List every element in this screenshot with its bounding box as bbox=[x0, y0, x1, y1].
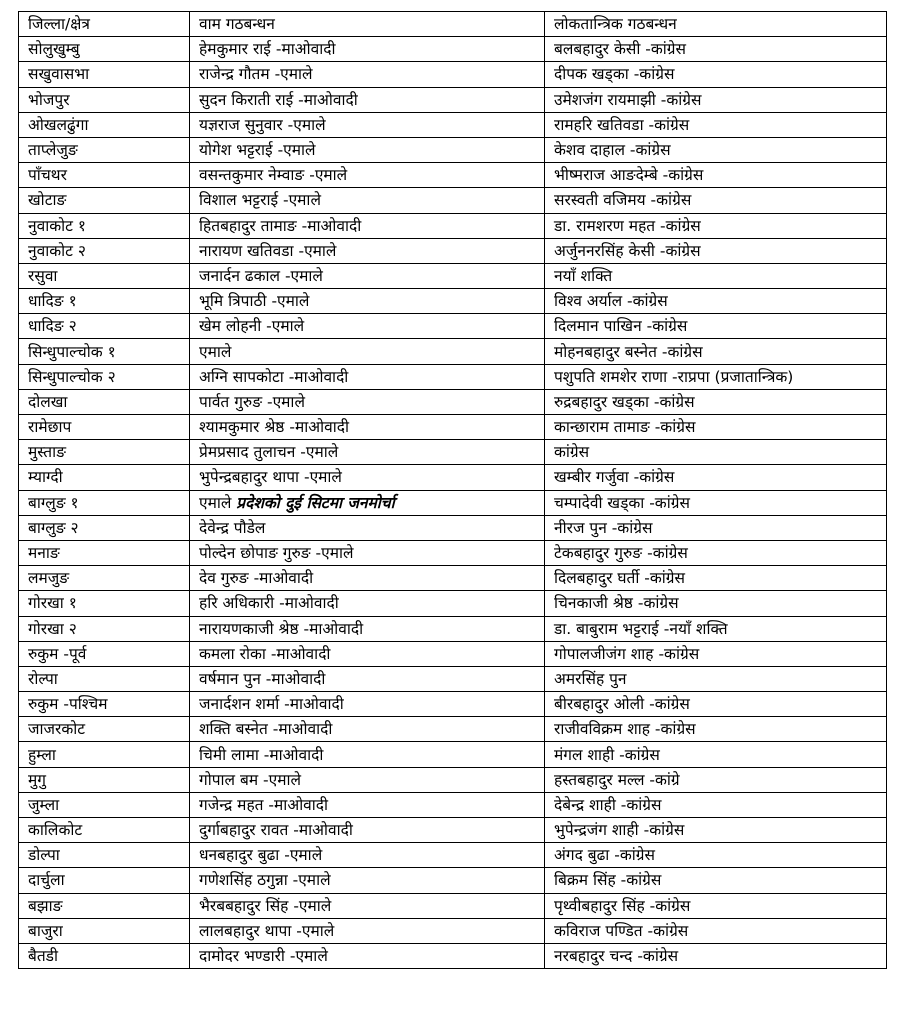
district-cell: नुवाकोट १ bbox=[19, 213, 190, 238]
democratic-alliance-cell: बिक्रम सिंह -कांग्रेस bbox=[545, 868, 887, 893]
democratic-alliance-cell: कांग्रेस bbox=[545, 440, 887, 465]
table-row bbox=[19, 289, 887, 314]
left-alliance-cell bbox=[190, 943, 545, 968]
left-alliance-cell bbox=[190, 62, 545, 87]
left-alliance-candidate: पोल्देन छोपाङ गुरुङ -एमाले bbox=[199, 544, 354, 563]
democratic-alliance-cell: राजीवविक्रम शाह -कांग्रेस bbox=[545, 717, 887, 742]
left-alliance-candidate: भूमि त्रिपाठी -एमाले bbox=[199, 292, 310, 311]
democratic-alliance-cell: रुद्रबहादुर खड्का -कांग्रेस bbox=[545, 389, 887, 414]
table-row bbox=[19, 62, 887, 87]
header-row bbox=[19, 12, 887, 37]
democratic-alliance-cell: चिनकाजी श्रेष्ठ -कांग्रेस bbox=[545, 591, 887, 616]
table-row bbox=[19, 692, 887, 717]
democratic-alliance-cell: बीरबहादुर ओली -कांग्रेस bbox=[545, 692, 887, 717]
left-alliance-cell bbox=[190, 515, 545, 540]
table-body bbox=[19, 37, 887, 969]
democratic-alliance-cell: बलबहादुर केसी -कांग्रेस bbox=[545, 37, 887, 62]
district-cell: धादिङ २ bbox=[19, 314, 190, 339]
left-alliance-cell bbox=[190, 641, 545, 666]
democratic-alliance-cell: मोहनबहादुर बस्नेत -कांग्रेस bbox=[545, 339, 887, 364]
democratic-alliance-cell: मंगल शाही -कांग्रेस bbox=[545, 742, 887, 767]
left-alliance-cell bbox=[190, 792, 545, 817]
left-alliance-candidate: कमला रोका -माओवादी bbox=[199, 644, 331, 663]
table-row bbox=[19, 188, 887, 213]
left-alliance-cell bbox=[190, 213, 545, 238]
district-cell: रामेछाप bbox=[19, 415, 190, 440]
table-row bbox=[19, 37, 887, 62]
democratic-alliance-cell: डा. बाबुराम भट्टराई -नयाँ शक्ति bbox=[545, 616, 887, 641]
left-alliance-cell bbox=[190, 415, 545, 440]
democratic-alliance-cell: खम्बीर गर्जुवा -कांग्रेस bbox=[545, 465, 887, 490]
left-alliance-candidate: नारायण खतिवडा -एमाले bbox=[199, 241, 337, 260]
left-alliance-cell bbox=[190, 238, 545, 263]
democratic-alliance-cell: विश्व अर्याल -कांग्रेस bbox=[545, 289, 887, 314]
left-alliance-cell bbox=[190, 163, 545, 188]
democratic-alliance-cell: कान्छाराम तामाङ -कांग्रेस bbox=[545, 415, 887, 440]
democratic-alliance-cell: सरस्वती वजिमय -कांग्रेस bbox=[545, 188, 887, 213]
district-cell: रुकुम -पश्चिम bbox=[19, 692, 190, 717]
democratic-alliance-cell: अंगद बुढा -कांग्रेस bbox=[545, 843, 887, 868]
left-alliance-cell bbox=[190, 540, 545, 565]
district-cell: डोल्पा bbox=[19, 843, 190, 868]
left-alliance-cell bbox=[190, 893, 545, 918]
left-alliance-candidate: यज्ञराज सुनुवार -एमाले bbox=[199, 115, 326, 134]
left-alliance-cell bbox=[190, 440, 545, 465]
left-alliance-cell bbox=[190, 692, 545, 717]
district-cell: हुम्ला bbox=[19, 742, 190, 767]
district-cell: लमजुङ bbox=[19, 566, 190, 591]
left-alliance-candidate: हरि अधिकारी -माओवादी bbox=[199, 594, 339, 613]
left-alliance-cell bbox=[190, 37, 545, 62]
district-cell: सोलुखुम्बु bbox=[19, 37, 190, 62]
table-row bbox=[19, 263, 887, 288]
table-row bbox=[19, 213, 887, 238]
left-alliance-cell bbox=[190, 742, 545, 767]
left-alliance-candidate: राजेन्द्र गौतम -एमाले bbox=[199, 65, 313, 84]
table-row bbox=[19, 666, 887, 691]
left-alliance-candidate: गजेन्द्र महत -माओवादी bbox=[199, 795, 329, 814]
democratic-alliance-cell: चम्पादेवी खड्का -कांग्रेस bbox=[545, 490, 887, 515]
table-row bbox=[19, 490, 887, 515]
left-alliance-candidate: भुपेन्द्रबहादुर थापा -एमाले bbox=[199, 468, 342, 487]
democratic-alliance-cell: दिलबहादुर घर्ती -कांग्रेस bbox=[545, 566, 887, 591]
district-cell: सिन्धुपाल्चोक १ bbox=[19, 339, 190, 364]
district-cell: मुस्ताङ bbox=[19, 440, 190, 465]
table-row bbox=[19, 893, 887, 918]
left-alliance-note: प्रदेशको दुई सिटमा जनमोर्चा bbox=[236, 493, 395, 512]
democratic-alliance-cell: उमेशजंग रायमाझी -कांग्रेस bbox=[545, 87, 887, 112]
left-alliance-cell bbox=[190, 717, 545, 742]
district-cell: गोरखा १ bbox=[19, 591, 190, 616]
left-alliance-candidate: गोपाल बम -एमाले bbox=[199, 770, 301, 789]
district-cell: बाग्लुङ १ bbox=[19, 490, 190, 515]
left-alliance-cell bbox=[190, 918, 545, 943]
district-cell: खोटाङ bbox=[19, 188, 190, 213]
left-alliance-candidate: लालबहादुर थापा -एमाले bbox=[199, 921, 335, 940]
democratic-alliance-cell: हस्तबहादुर मल्ल -कांग्रे bbox=[545, 767, 887, 792]
table-row bbox=[19, 389, 887, 414]
table-row bbox=[19, 767, 887, 792]
table-row bbox=[19, 591, 887, 616]
table-row bbox=[19, 616, 887, 641]
table-row bbox=[19, 792, 887, 817]
district-cell: बाग्लुङ २ bbox=[19, 515, 190, 540]
left-alliance-candidate: प्रेमप्रसाद तुलाचन -एमाले bbox=[199, 443, 339, 462]
left-alliance-candidate: विशाल भट्टराई -एमाले bbox=[199, 191, 321, 210]
district-cell: बाजुरा bbox=[19, 918, 190, 943]
left-alliance-candidate: पार्वत गुरुङ -एमाले bbox=[199, 392, 305, 411]
table-row bbox=[19, 440, 887, 465]
district-cell: ओखलढुंगा bbox=[19, 112, 190, 137]
left-alliance-cell bbox=[190, 87, 545, 112]
table-row bbox=[19, 717, 887, 742]
left-alliance-cell bbox=[190, 818, 545, 843]
district-cell: धादिङ १ bbox=[19, 289, 190, 314]
democratic-alliance-cell: नीरज पुन -कांग्रेस bbox=[545, 515, 887, 540]
header-democratic-alliance: लोकतान्त्रिक गठबन्धन bbox=[545, 12, 887, 37]
democratic-alliance-cell: अर्जुननरसिंह केसी -कांग्रेस bbox=[545, 238, 887, 263]
district-cell: सिन्धुपाल्चोक २ bbox=[19, 364, 190, 389]
table-row bbox=[19, 515, 887, 540]
democratic-alliance-cell: नयाँ शक्ति bbox=[545, 263, 887, 288]
democratic-alliance-cell: भुपेन्द्रजंग शाही -कांग्रेस bbox=[545, 818, 887, 843]
democratic-alliance-cell: पशुपति शमशेर राणा -राप्रपा (प्रजातान्त्रिक) bbox=[545, 364, 887, 389]
table-row bbox=[19, 112, 887, 137]
left-alliance-cell bbox=[190, 843, 545, 868]
democratic-alliance-cell: अमरसिंह पुन bbox=[545, 666, 887, 691]
left-alliance-candidate: भैरबबहादुर सिंह -एमाले bbox=[199, 896, 332, 915]
left-alliance-candidate: नारायणकाजी श्रेष्ठ -माओवादी bbox=[199, 619, 364, 638]
democratic-alliance-cell: नरबहादुर चन्द -कांग्रेस bbox=[545, 943, 887, 968]
table-row bbox=[19, 818, 887, 843]
democratic-alliance-cell: कविराज पण्डित -कांग्रेस bbox=[545, 918, 887, 943]
left-alliance-candidate: जनार्दशन शर्मा -माओवादी bbox=[199, 695, 344, 714]
left-alliance-candidate: दामोदर भण्डारी -एमाले bbox=[199, 947, 328, 966]
table-row bbox=[19, 843, 887, 868]
democratic-alliance-cell: केशव दाहाल -कांग्रेस bbox=[545, 137, 887, 162]
table-row bbox=[19, 415, 887, 440]
left-alliance-cell bbox=[190, 566, 545, 591]
left-alliance-candidate: श्यामकुमार श्रेष्ठ -माओवादी bbox=[199, 418, 349, 437]
district-cell: गोरखा २ bbox=[19, 616, 190, 641]
district-cell: रोल्पा bbox=[19, 666, 190, 691]
left-alliance-cell bbox=[190, 591, 545, 616]
left-alliance-cell bbox=[190, 389, 545, 414]
table-row bbox=[19, 465, 887, 490]
democratic-alliance-cell: गोपालजीजंग शाह -कांग्रेस bbox=[545, 641, 887, 666]
district-cell: नुवाकोट २ bbox=[19, 238, 190, 263]
left-alliance-candidate: चिमी लामा -माओवादी bbox=[199, 745, 324, 764]
left-alliance-candidate: वर्षमान पुन -माओवादी bbox=[199, 669, 326, 688]
democratic-alliance-cell: रामहरि खतिवडा -कांग्रेस bbox=[545, 112, 887, 137]
table-row bbox=[19, 943, 887, 968]
democratic-alliance-cell: भीष्मराज आङदेम्बे -कांग्रेस bbox=[545, 163, 887, 188]
table-row bbox=[19, 918, 887, 943]
left-alliance-cell bbox=[190, 289, 545, 314]
left-alliance-cell bbox=[190, 339, 545, 364]
district-cell: दोलखा bbox=[19, 389, 190, 414]
table-row bbox=[19, 641, 887, 666]
district-cell: सखुवासभा bbox=[19, 62, 190, 87]
table-row bbox=[19, 87, 887, 112]
left-alliance-cell bbox=[190, 767, 545, 792]
left-alliance-candidate: हेमकुमार राई -माओवादी bbox=[199, 40, 336, 59]
left-alliance-candidate: खेम लोहनी -एमाले bbox=[199, 317, 305, 336]
left-alliance-candidate: सुदन किराती राई -माओवादी bbox=[199, 90, 358, 109]
left-alliance-candidate: देवेन्द्र पौडेल bbox=[199, 518, 266, 537]
left-alliance-cell bbox=[190, 112, 545, 137]
democratic-alliance-cell: टेकबहादुर गुरुङ -कांग्रेस bbox=[545, 540, 887, 565]
left-alliance-candidate: वसन्तकुमार नेम्वाङ -एमाले bbox=[199, 166, 348, 185]
table-row bbox=[19, 314, 887, 339]
district-cell: भोजपुर bbox=[19, 87, 190, 112]
left-alliance-cell bbox=[190, 364, 545, 389]
left-alliance-candidate: एमाले bbox=[199, 342, 232, 361]
district-cell: बैतडी bbox=[19, 943, 190, 968]
district-cell: बझाङ bbox=[19, 893, 190, 918]
democratic-alliance-cell: पृथ्वीबहादुर सिंह -कांग्रेस bbox=[545, 893, 887, 918]
left-alliance-cell bbox=[190, 616, 545, 641]
district-cell: मुगु bbox=[19, 767, 190, 792]
table-row bbox=[19, 742, 887, 767]
table-row bbox=[19, 137, 887, 162]
district-cell: दार्चुला bbox=[19, 868, 190, 893]
candidate-table bbox=[18, 11, 887, 969]
district-cell: रसुवा bbox=[19, 263, 190, 288]
district-cell: जुम्ला bbox=[19, 792, 190, 817]
left-alliance-candidate: देव गुरुङ -माओवादी bbox=[199, 569, 314, 588]
democratic-alliance-cell: देबेन्द्र शाही -कांग्रेस bbox=[545, 792, 887, 817]
district-cell: जाजरकोट bbox=[19, 717, 190, 742]
left-alliance-candidate: एमाले bbox=[199, 493, 237, 512]
left-alliance-cell bbox=[190, 465, 545, 490]
left-alliance-candidate: दुर्गाबहादुर रावत -माओवादी bbox=[199, 821, 353, 840]
district-cell: म्याग्दी bbox=[19, 465, 190, 490]
district-cell: कालिकोट bbox=[19, 818, 190, 843]
left-alliance-cell bbox=[190, 188, 545, 213]
left-alliance-candidate: जनार्दन ढकाल -एमाले bbox=[199, 266, 323, 285]
table-row bbox=[19, 540, 887, 565]
header-district: जिल्ला/क्षेत्र bbox=[19, 12, 190, 37]
democratic-alliance-cell: डा. रामशरण महत -कांग्रेस bbox=[545, 213, 887, 238]
district-cell: पाँचथर bbox=[19, 163, 190, 188]
table-row bbox=[19, 339, 887, 364]
left-alliance-candidate: शक्ति बस्नेत -माओवादी bbox=[199, 720, 333, 739]
left-alliance-cell bbox=[190, 868, 545, 893]
left-alliance-candidate: योगेश भट्टराई -एमाले bbox=[199, 141, 316, 160]
header-left-alliance: वाम गठबन्धन bbox=[190, 12, 545, 37]
left-alliance-candidate: धनबहादुर बुढा -एमाले bbox=[199, 846, 323, 865]
table-row bbox=[19, 238, 887, 263]
table-row bbox=[19, 868, 887, 893]
table-row bbox=[19, 163, 887, 188]
table-row bbox=[19, 364, 887, 389]
left-alliance-candidate: अग्नि सापकोटा -माओवादी bbox=[199, 367, 349, 386]
district-cell: ताप्लेजुङ bbox=[19, 137, 190, 162]
candidate-table-container bbox=[18, 11, 886, 969]
left-alliance-cell bbox=[190, 137, 545, 162]
left-alliance-candidate: हितबहादुर तामाङ -माओवादी bbox=[199, 216, 362, 235]
left-alliance-cell bbox=[190, 263, 545, 288]
left-alliance-cell bbox=[190, 314, 545, 339]
left-alliance-candidate: गणेशसिंह ठगुन्ना -एमाले bbox=[199, 871, 331, 890]
table-row bbox=[19, 566, 887, 591]
district-cell: रुकुम -पूर्व bbox=[19, 641, 190, 666]
district-cell: मनाङ bbox=[19, 540, 190, 565]
left-alliance-cell bbox=[190, 490, 545, 515]
left-alliance-cell bbox=[190, 666, 545, 691]
democratic-alliance-cell: दीपक खड्का -कांग्रेस bbox=[545, 62, 887, 87]
democratic-alliance-cell: दिलमान पाखिन -कांग्रेस bbox=[545, 314, 887, 339]
